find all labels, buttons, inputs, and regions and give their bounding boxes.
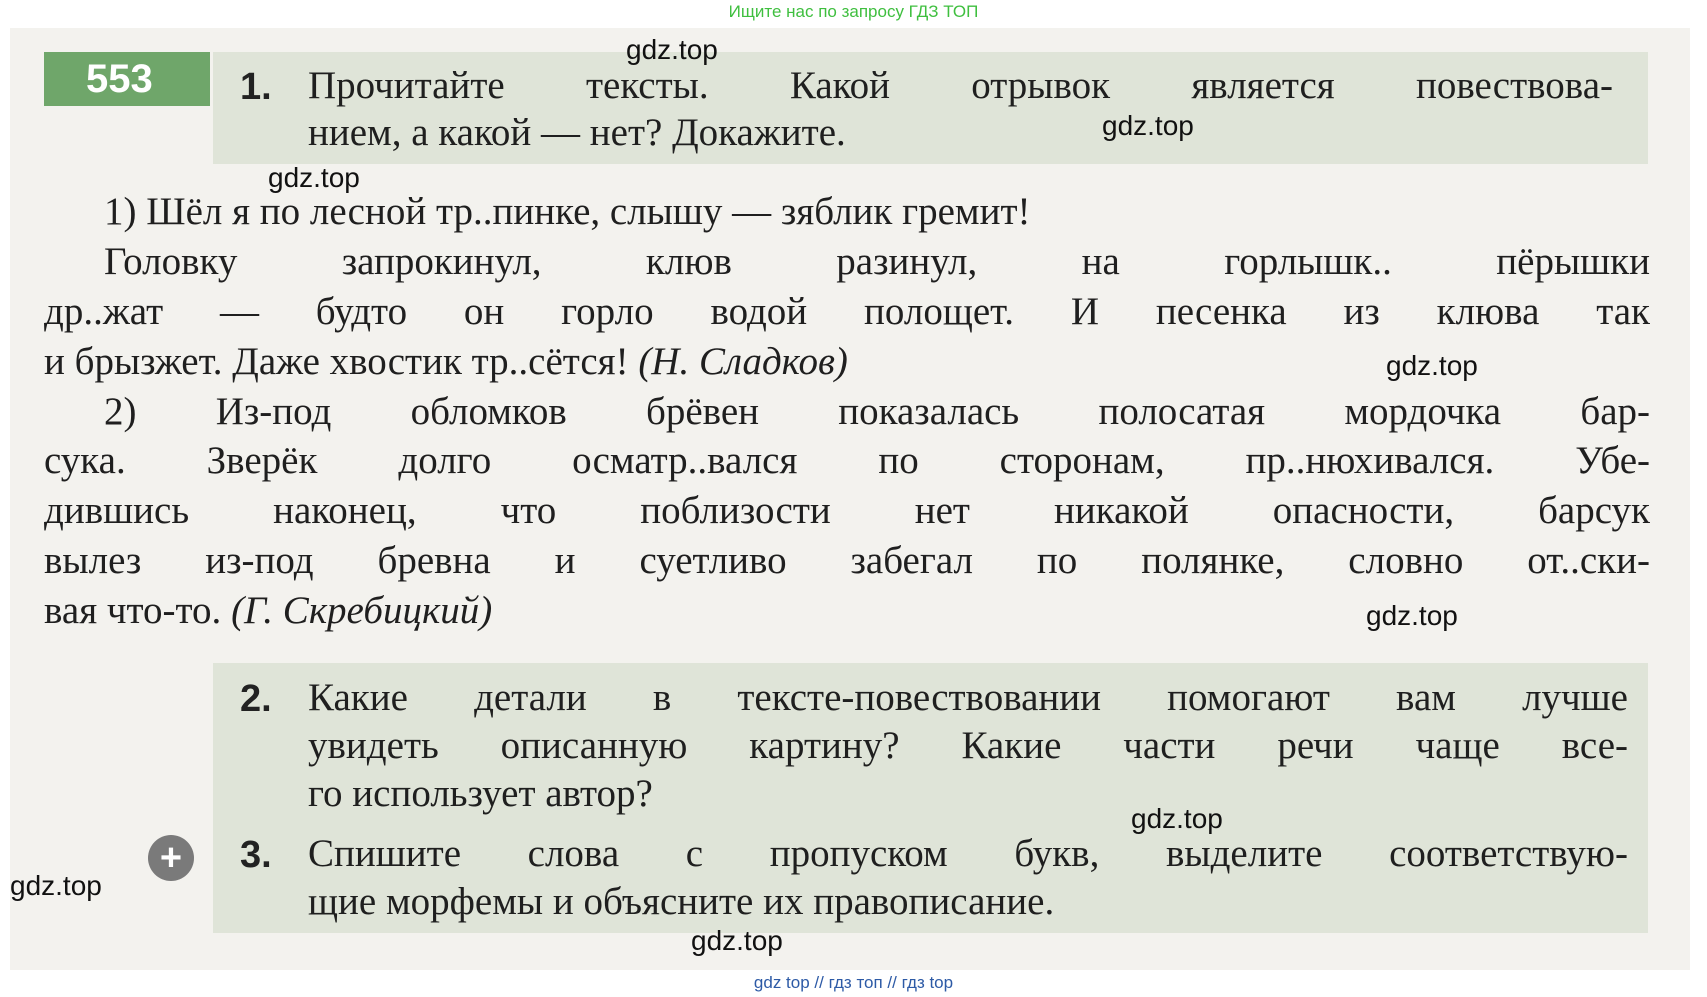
- watermark: gdz.top: [1366, 600, 1458, 631]
- task-2-number: 2.: [240, 678, 272, 720]
- watermark: gdz.top: [626, 34, 718, 65]
- passage-2-line: 2) Из-под обломков брёвен показалась полосатая мордочка бар-: [104, 390, 1650, 433]
- passage-2-last-line: [44, 587, 492, 635]
- task-3-line: Спишите слова с пропуском букв, выделите соответствую-: [308, 832, 1628, 875]
- passage-2-text: вая что-то.: [44, 589, 222, 632]
- passage-1-line: др..жат — будто он горло водой полощет. И песенка из клюва так: [44, 290, 1650, 333]
- task-number-badge: 553: [44, 52, 210, 106]
- task-2-line: увидеть описанную картину? Какие части речи чаще все-: [308, 724, 1628, 767]
- watermark: gdz.top: [691, 925, 783, 956]
- bottom-banner: gdz top // гдз топ // гдз top: [753, 973, 954, 992]
- watermark: gdz.top: [1131, 803, 1223, 834]
- passage-2-author: (Г. Скребицкий): [231, 589, 493, 632]
- task-1-line: Прочитайте тексты. Какой отрывок является повествова-: [308, 64, 1613, 107]
- watermark: gdz.top: [268, 162, 360, 193]
- passage-1-text: и брызжет. Даже хвостик тр..сётся!: [44, 340, 629, 383]
- passage-1-line: Головку запрокинул, клюв разинул, на горлышк.. пёрышки: [104, 240, 1650, 283]
- top-banner: Ищите нас по запросу ГДЗ ТОП: [728, 2, 979, 21]
- passage-2-line: вылез из-под бревна и суетливо забегал по полянке, словно от..ски-: [44, 539, 1650, 582]
- passage-2-line: дившись наконец, что поблизости нет никакой опасности, барсук: [44, 489, 1650, 532]
- passage-1-author: (Н. Сладков): [638, 340, 848, 383]
- task-3-number: 3.: [240, 834, 272, 876]
- task-2-line: Какие детали в тексте-повествовании помогают вам лучше: [308, 676, 1628, 719]
- watermark: gdz.top: [10, 870, 102, 901]
- task-1-line: нием, а какой — нет? Докажите.: [308, 111, 846, 154]
- watermark: gdz.top: [1102, 110, 1194, 141]
- passage-1-line: 1) Шёл я по лесной тр..пинке, слышу — зяблик гремит!: [104, 190, 1031, 233]
- task-1-number: 1.: [240, 66, 272, 108]
- watermark: gdz.top: [1386, 350, 1478, 381]
- task-3-line: щие морфемы и объясните их правописание.: [308, 880, 1055, 923]
- passage-2-line: сука. Зверёк долго осматр..вался по сторонам, пр..нюхивался. Убе-: [44, 439, 1650, 482]
- task-2-line: го использует автор?: [308, 772, 653, 815]
- plus-icon: +: [148, 835, 194, 881]
- passage-1-last-line: [44, 338, 848, 386]
